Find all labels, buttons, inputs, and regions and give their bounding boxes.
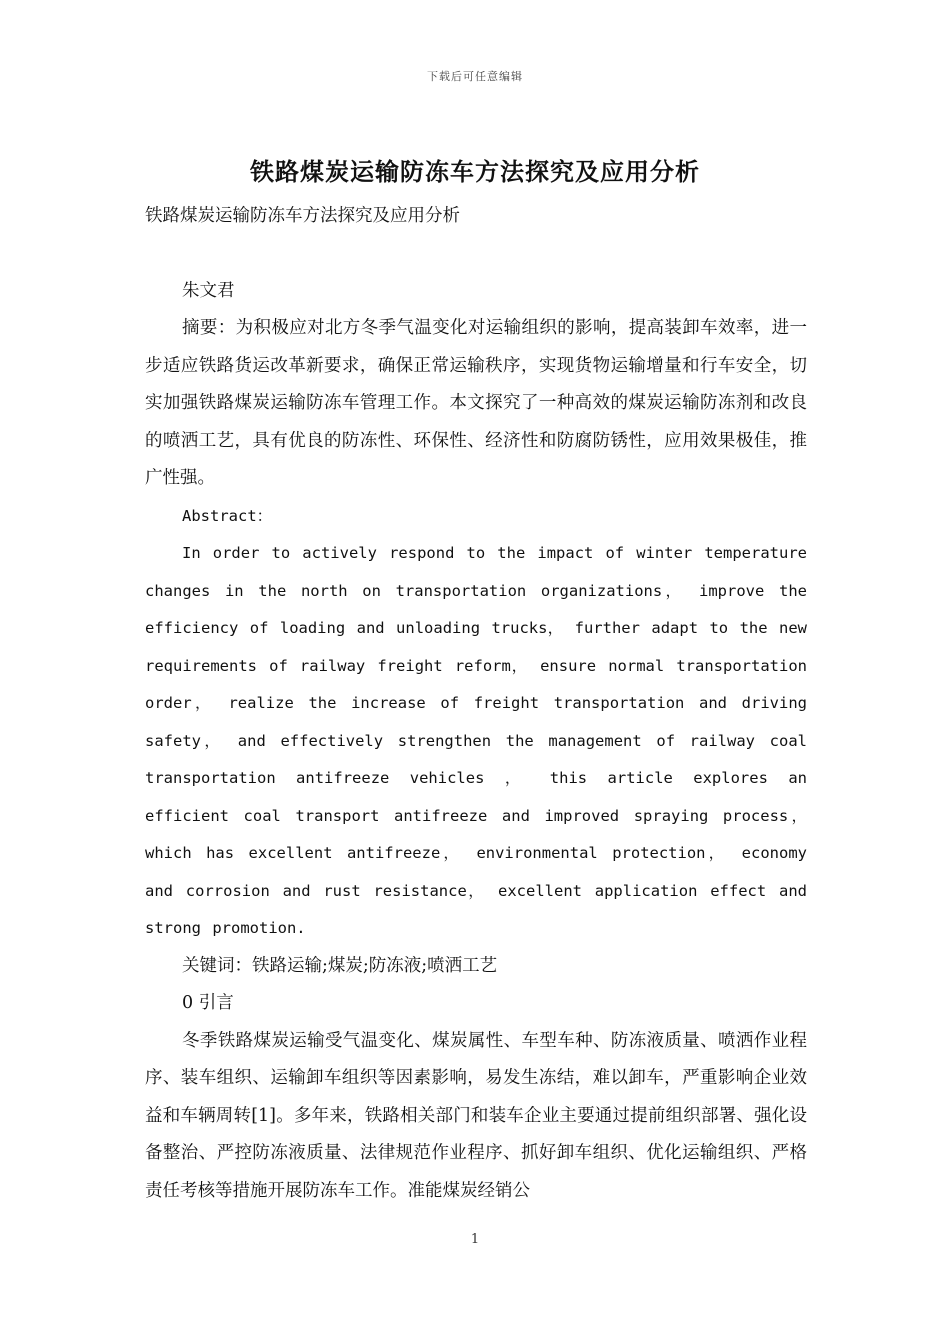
author: 朱文君 (182, 280, 235, 301)
intro-paragraph: 冬季铁路煤炭运输受气温变化、煤炭属性、车型车种、防冻液质量、喷洒作业程序、装车组织、运输卸车组织等因素影响，易发生冻结，难以卸车，严重影响企业效益和车辆周转[1]。多年来，铁路相关部门和装车企业主要通过提前组织部署、强化设备整治、严控防冻液质量、法律规范作业程序、抓好卸车组织、优化运输组织、严格责任考核等措施开展防冻车工作。准能煤炭经销公 (145, 1030, 807, 1201)
abstract-chinese: 摘要：为积极应对北方冬季气温变化对运输组织的影响，提高装卸车效率，进一步适应铁路货运改革新要求，确保正常运输秩序，实现货物运输增量和行车安全，切实加强铁路煤炭运输防冻车管理工作。本文探究了一种高效的煤炭运输防冻剂和改良的喷洒工艺，具有优良的防冻性、环保性、经济性和防腐防锈性，应用效果极佳，推广性强。 (145, 318, 807, 488)
section-heading: 0 引言 (182, 993, 234, 1013)
keywords: 关键词：铁路运输;煤炭;防冻液;喷洒工艺 (182, 955, 498, 976)
subtitle: 铁路煤炭运输防冻车方法探究及应用分析 (145, 206, 460, 226)
abstract-english: In order to actively respond to the impact of winter temperature changes in the north on transportation organizations， improve the efficiency of loading and unloading trucks， further adapt to the new requirements of railway freight reform， ensure normal transportation order， realize the increase of freight transportation and driving safety， and effectively strengthen the management of railway coal transportation antifreeze vehicles ， this article explores an efficient coal transport antifreeze and improved spraying process， which has excellent antifreeze， environmental protection， economy and corrosion and rust resistance， excellent application effect and strong promotion. (145, 544, 807, 937)
document-body (145, 198, 807, 1210)
header-note: 下载后可任意编辑 (427, 70, 523, 83)
document-title: 铁路煤炭运输防冻车方法探究及应用分析 (250, 157, 700, 186)
abstract-english-label: Abstract： (182, 506, 273, 525)
page-number: 1 (470, 1232, 480, 1247)
